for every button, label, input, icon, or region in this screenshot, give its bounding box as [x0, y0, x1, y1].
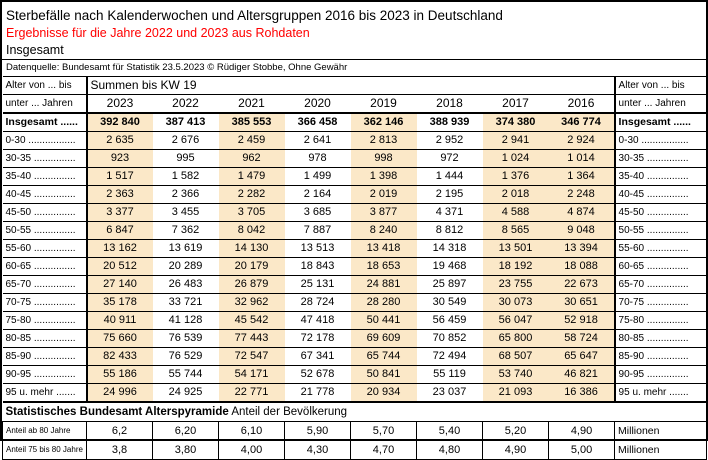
value-cell: 7 362 — [153, 222, 219, 240]
age-row-75-80 — [3, 312, 707, 330]
value-cell: 24 996 — [87, 384, 153, 403]
value-cell: 2 363 — [87, 186, 153, 204]
value-cell: 25 897 — [417, 276, 483, 294]
value-cell: 54 171 — [219, 366, 285, 384]
value-cell: 75 660 — [87, 330, 153, 348]
share-unit: Millionen — [615, 441, 707, 460]
age-row-50-55 — [3, 222, 707, 240]
age-row-70-75 — [3, 294, 707, 312]
age-label-left: 90-95 ............... — [3, 366, 87, 384]
value-cell: 72 494 — [417, 348, 483, 366]
value-cell: 19 468 — [417, 258, 483, 276]
age-label-left: 45-50 ............... — [3, 204, 87, 222]
share-value: 6,10 — [219, 422, 285, 441]
value-cell: 2 019 — [351, 186, 417, 204]
total-value: 366 458 — [285, 113, 351, 132]
value-cell: 2 676 — [153, 132, 219, 150]
total-label-right: Insgesamt ...... — [615, 113, 707, 132]
value-cell: 1 444 — [417, 168, 483, 186]
value-cell: 14 130 — [219, 240, 285, 258]
age-label-right: 45-50 ............... — [615, 204, 707, 222]
header-row-1 — [3, 77, 707, 95]
age-row-80-85 — [3, 330, 707, 348]
age-label-right: 40-45 ............... — [615, 186, 707, 204]
value-cell: 2 813 — [351, 132, 417, 150]
value-cell: 70 852 — [417, 330, 483, 348]
value-cell: 21 778 — [285, 384, 351, 403]
age-label-right: 60-65 ............... — [615, 258, 707, 276]
value-cell: 3 685 — [285, 204, 351, 222]
share-value: 5,70 — [351, 422, 417, 441]
value-cell: 58 724 — [549, 330, 615, 348]
value-cell: 8 812 — [417, 222, 483, 240]
age-label-left: 80-85 ............... — [3, 330, 87, 348]
age-row-40-45 — [3, 186, 707, 204]
value-cell: 2 641 — [285, 132, 351, 150]
value-cell: 68 507 — [483, 348, 549, 366]
age-row-0-30 — [3, 132, 707, 150]
value-cell: 2 941 — [483, 132, 549, 150]
value-cell: 3 877 — [351, 204, 417, 222]
share-value: 6,20 — [153, 422, 219, 441]
value-cell: 25 131 — [285, 276, 351, 294]
value-cell: 13 418 — [351, 240, 417, 258]
total-value: 392 840 — [87, 113, 153, 132]
pyramid-title-rest: Anteil der Bevölkerung — [228, 406, 348, 418]
age-label-left: 55-60 ............... — [3, 240, 87, 258]
share-value: 4,90 — [549, 422, 615, 441]
age-label-left: 50-55 ............... — [3, 222, 87, 240]
value-cell: 3 705 — [219, 204, 285, 222]
share-value: 4,00 — [219, 441, 285, 460]
age-label-right: 85-90 ............... — [615, 348, 707, 366]
value-cell: 2 018 — [483, 186, 549, 204]
total-value: 374 380 — [483, 113, 549, 132]
value-cell: 24 881 — [351, 276, 417, 294]
value-cell: 8 240 — [351, 222, 417, 240]
subtitle-note: Ergebnisse für die Jahre 2022 und 2023 aus Rohdaten — [6, 26, 310, 40]
age-row-45-50 — [3, 204, 707, 222]
span-header: Summen bis KW 19 — [87, 77, 615, 95]
share-value: 4,70 — [351, 441, 417, 460]
share-value: 4,80 — [417, 441, 483, 460]
value-cell: 1 582 — [153, 168, 219, 186]
share-value: 5,40 — [417, 422, 483, 441]
year-header: 2017 — [483, 95, 549, 114]
value-cell: 50 841 — [351, 366, 417, 384]
value-cell: 2 924 — [549, 132, 615, 150]
total-value: 346 774 — [549, 113, 615, 132]
value-cell: 27 140 — [87, 276, 153, 294]
total-value: 362 146 — [351, 113, 417, 132]
value-cell: 28 724 — [285, 294, 351, 312]
age-label-right: 70-75 ............... — [615, 294, 707, 312]
data-source-note: Datenquelle: Bundesamt für Statistik 23.5.2023 © Rüdiger Stobbe, Ohne Gewähr — [2, 59, 706, 76]
age-row-90-95 — [3, 366, 707, 384]
value-cell: 18 192 — [483, 258, 549, 276]
age-label-left: 75-80 ............... — [3, 312, 87, 330]
value-cell: 33 721 — [153, 294, 219, 312]
value-cell: 20 289 — [153, 258, 219, 276]
value-cell: 2 366 — [153, 186, 219, 204]
value-cell: 995 — [153, 150, 219, 168]
value-cell: 972 — [417, 150, 483, 168]
value-cell: 1 024 — [483, 150, 549, 168]
value-cell: 2 195 — [417, 186, 483, 204]
value-cell: 2 248 — [549, 186, 615, 204]
value-cell: 76 529 — [153, 348, 219, 366]
value-cell: 8 565 — [483, 222, 549, 240]
value-cell: 65 744 — [351, 348, 417, 366]
age-label-right: 75-80 ............... — [615, 312, 707, 330]
value-cell: 2 635 — [87, 132, 153, 150]
age-label-left: 30-35 ............... — [3, 150, 87, 168]
year-header: 2023 — [87, 95, 153, 114]
value-cell: 50 441 — [351, 312, 417, 330]
year-header: 2021 — [219, 95, 285, 114]
value-cell: 1 517 — [87, 168, 153, 186]
header-row-years — [3, 95, 707, 114]
value-cell: 962 — [219, 150, 285, 168]
value-cell: 7 887 — [285, 222, 351, 240]
value-cell: 52 678 — [285, 366, 351, 384]
value-cell: 56 459 — [417, 312, 483, 330]
age-row-30-35 — [3, 150, 707, 168]
age-label-left: 95 u. mehr ....... — [3, 384, 87, 403]
pyramid-title-bold: Statistisches Bundesamt Alterspyramide — [5, 406, 229, 418]
value-cell: 2 282 — [219, 186, 285, 204]
corner-label-left-bottom: unter ... Jahren — [3, 95, 87, 114]
value-cell: 82 433 — [87, 348, 153, 366]
value-cell: 56 047 — [483, 312, 549, 330]
share-value: 3,80 — [153, 441, 219, 460]
value-cell: 998 — [351, 150, 417, 168]
value-cell: 26 879 — [219, 276, 285, 294]
value-cell: 65 800 — [483, 330, 549, 348]
value-cell: 72 178 — [285, 330, 351, 348]
value-cell: 13 513 — [285, 240, 351, 258]
corner-label-right-top: Alter von ... bis — [615, 77, 707, 95]
value-cell: 26 483 — [153, 276, 219, 294]
value-cell: 1 376 — [483, 168, 549, 186]
value-cell: 65 647 — [549, 348, 615, 366]
age-row-95-plus — [3, 384, 707, 403]
value-cell: 30 549 — [417, 294, 483, 312]
value-cell: 20 934 — [351, 384, 417, 403]
year-header: 2018 — [417, 95, 483, 114]
value-cell: 3 377 — [87, 204, 153, 222]
corner-label-right-bottom: unter ... Jahren — [615, 95, 707, 114]
age-label-right: 80-85 ............... — [615, 330, 707, 348]
value-cell: 13 501 — [483, 240, 549, 258]
value-cell: 55 119 — [417, 366, 483, 384]
share-value: 5,90 — [285, 422, 351, 441]
value-cell: 2 459 — [219, 132, 285, 150]
pyramid-section-title — [3, 402, 707, 422]
value-cell: 67 341 — [285, 348, 351, 366]
share-row-80-plus — [3, 422, 707, 441]
value-cell: 2 164 — [285, 186, 351, 204]
share-value: 5,00 — [549, 441, 615, 460]
value-cell: 1 398 — [351, 168, 417, 186]
age-label-right: 0-30 ................. — [615, 132, 707, 150]
value-cell: 13 162 — [87, 240, 153, 258]
value-cell: 40 911 — [87, 312, 153, 330]
value-cell: 22 771 — [219, 384, 285, 403]
value-cell: 35 178 — [87, 294, 153, 312]
value-cell: 30 073 — [483, 294, 549, 312]
share-unit: Millionen — [615, 422, 707, 441]
value-cell: 28 280 — [351, 294, 417, 312]
age-row-85-90 — [3, 348, 707, 366]
share-row-75-80 — [3, 441, 707, 460]
value-cell: 22 673 — [549, 276, 615, 294]
value-cell: 53 740 — [483, 366, 549, 384]
page-title: Sterbefälle nach Kalenderwochen und Altersgruppen 2016 bis 2023 in Deutschland — [6, 8, 503, 23]
age-label-right: 50-55 ............... — [615, 222, 707, 240]
year-header: 2019 — [351, 95, 417, 114]
value-cell: 55 744 — [153, 366, 219, 384]
age-label-left: 0-30 ................. — [3, 132, 87, 150]
value-cell: 3 455 — [153, 204, 219, 222]
age-label-right: 65-70 ............... — [615, 276, 707, 294]
total-label-left: Insgesamt ...... — [3, 113, 87, 132]
value-cell: 2 952 — [417, 132, 483, 150]
value-cell: 13 619 — [153, 240, 219, 258]
scope-label: Insgesamt — [6, 43, 64, 57]
age-label-right: 90-95 ............... — [615, 366, 707, 384]
age-label-left: 65-70 ............... — [3, 276, 87, 294]
value-cell: 76 539 — [153, 330, 219, 348]
share-value: 5,20 — [483, 422, 549, 441]
year-header: 2022 — [153, 95, 219, 114]
age-row-55-60 — [3, 240, 707, 258]
total-value: 387 413 — [153, 113, 219, 132]
value-cell: 4 588 — [483, 204, 549, 222]
value-cell: 6 847 — [87, 222, 153, 240]
value-cell: 72 547 — [219, 348, 285, 366]
value-cell: 69 609 — [351, 330, 417, 348]
share-value: 4,30 — [285, 441, 351, 460]
value-cell: 52 918 — [549, 312, 615, 330]
value-cell: 23 755 — [483, 276, 549, 294]
share-value: 6,2 — [87, 422, 153, 441]
age-label-right: 30-35 ............... — [615, 150, 707, 168]
age-row-35-40 — [3, 168, 707, 186]
value-cell: 14 318 — [417, 240, 483, 258]
age-label-left: 60-65 ............... — [3, 258, 87, 276]
value-cell: 18 088 — [549, 258, 615, 276]
corner-label-left-top: Alter von ... bis — [3, 77, 87, 95]
pyramid-section-row — [3, 402, 707, 422]
value-cell: 8 042 — [219, 222, 285, 240]
age-label-right: 55-60 ............... — [615, 240, 707, 258]
age-row-60-65 — [3, 258, 707, 276]
value-cell: 30 651 — [549, 294, 615, 312]
value-cell: 9 048 — [549, 222, 615, 240]
value-cell: 1 014 — [549, 150, 615, 168]
value-cell: 18 843 — [285, 258, 351, 276]
value-cell: 45 542 — [219, 312, 285, 330]
value-cell: 978 — [285, 150, 351, 168]
value-cell: 77 443 — [219, 330, 285, 348]
total-value: 385 553 — [219, 113, 285, 132]
share-label: Anteil 75 bis 80 Jahre — [3, 441, 87, 460]
value-cell: 21 093 — [483, 384, 549, 403]
value-cell: 1 364 — [549, 168, 615, 186]
value-cell: 24 925 — [153, 384, 219, 403]
value-cell: 4 874 — [549, 204, 615, 222]
value-cell: 47 418 — [285, 312, 351, 330]
year-header: 2016 — [549, 95, 615, 114]
age-row-65-70 — [3, 276, 707, 294]
value-cell: 1 479 — [219, 168, 285, 186]
age-label-left: 85-90 ............... — [3, 348, 87, 366]
age-label-right: 95 u. mehr ....... — [615, 384, 707, 403]
value-cell: 20 179 — [219, 258, 285, 276]
value-cell: 23 037 — [417, 384, 483, 403]
value-cell: 41 128 — [153, 312, 219, 330]
value-cell: 18 653 — [351, 258, 417, 276]
share-label: Anteil ab 80 Jahre — [3, 422, 87, 441]
value-cell: 32 962 — [219, 294, 285, 312]
value-cell: 1 499 — [285, 168, 351, 186]
value-cell: 13 394 — [549, 240, 615, 258]
value-cell: 20 512 — [87, 258, 153, 276]
age-label-right: 35-40 ............... — [615, 168, 707, 186]
total-value: 388 939 — [417, 113, 483, 132]
total-row — [3, 113, 707, 132]
value-cell: 4 371 — [417, 204, 483, 222]
age-label-left: 40-45 ............... — [3, 186, 87, 204]
value-cell: 55 186 — [87, 366, 153, 384]
share-value: 4,90 — [483, 441, 549, 460]
value-cell: 46 821 — [549, 366, 615, 384]
age-label-left: 35-40 ............... — [3, 168, 87, 186]
value-cell: 923 — [87, 150, 153, 168]
year-header: 2020 — [285, 95, 351, 114]
mortality-table — [2, 76, 707, 460]
value-cell: 16 386 — [549, 384, 615, 403]
share-value: 3,8 — [87, 441, 153, 460]
age-label-left: 70-75 ............... — [3, 294, 87, 312]
